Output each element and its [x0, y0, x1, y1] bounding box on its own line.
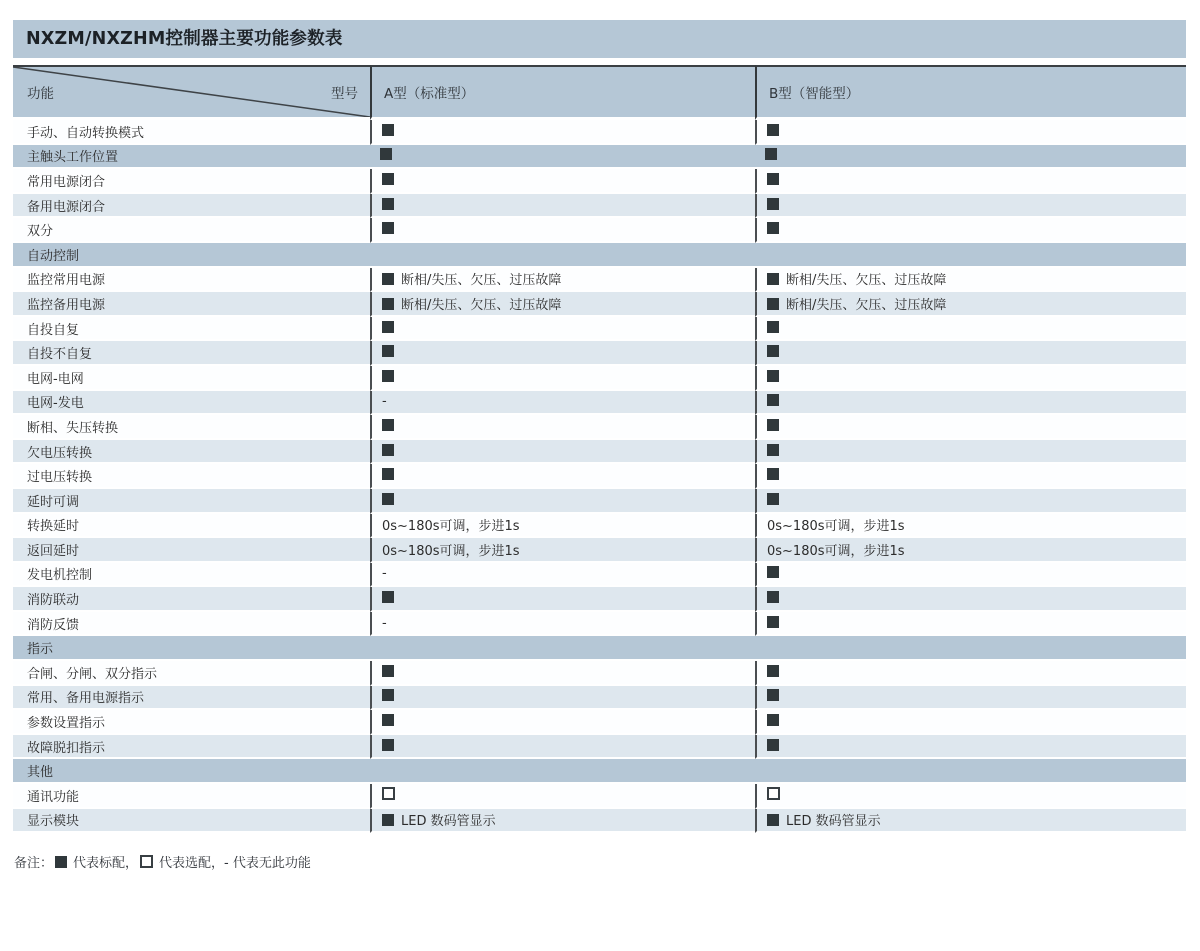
filled-square-icon	[767, 468, 779, 480]
section-label: 自动控制	[13, 243, 1186, 268]
row-label: 参数设置指示	[13, 710, 370, 735]
value-cell-a	[370, 784, 755, 809]
value-cell-a	[370, 661, 755, 686]
value-text: 断相/失压、欠压、过压故障	[786, 273, 947, 289]
filled-square-icon	[380, 148, 392, 160]
filled-square-icon	[767, 321, 779, 333]
empty-square-icon	[382, 787, 395, 800]
filled-square-icon	[382, 298, 394, 310]
table-row	[13, 538, 1186, 563]
table-row	[13, 415, 1186, 440]
filled-square-icon	[767, 814, 779, 826]
filled-square-icon	[767, 444, 779, 456]
value-cell-a	[370, 464, 755, 489]
row-label: 电网-发电	[13, 391, 370, 416]
filled-square-icon	[767, 493, 779, 505]
table-body	[13, 120, 1186, 833]
row-label: 自投自复	[13, 317, 370, 342]
header-row	[13, 65, 1186, 120]
diagonal-line	[13, 67, 370, 117]
section-row	[13, 243, 1186, 268]
filled-square-icon	[382, 468, 394, 480]
filled-square-icon	[382, 345, 394, 357]
table-row	[13, 366, 1186, 391]
value-text: 0s~180s可调，步进1s	[382, 543, 520, 559]
table-row	[13, 194, 1186, 219]
filled-square-icon	[382, 124, 394, 136]
filled-square-icon	[765, 148, 777, 160]
value-text: LED 数码管显示	[786, 814, 881, 830]
filled-square-icon	[382, 321, 394, 333]
value-text: 断相/失压、欠压、过压故障	[786, 297, 947, 313]
empty-square-icon	[767, 787, 780, 800]
footnote-text: 代表标配，	[73, 856, 139, 872]
filled-square-icon	[767, 591, 779, 603]
filled-square-icon	[767, 394, 779, 406]
header-model-label: 型号	[331, 86, 358, 102]
table-row	[13, 809, 1186, 834]
value-cell-a	[370, 317, 755, 342]
value-cell-a	[370, 120, 755, 145]
row-label: 延时可调	[13, 489, 370, 514]
value-cell-b	[755, 341, 1186, 366]
value-cell-b	[755, 366, 1186, 391]
table-row	[13, 784, 1186, 809]
filled-square-icon	[382, 370, 394, 382]
value-cell-a	[370, 686, 755, 711]
table-row	[13, 661, 1186, 686]
filled-square-icon	[382, 222, 394, 234]
row-label: 消防联动	[13, 587, 370, 612]
value-cell-a	[370, 514, 755, 539]
table-row	[13, 391, 1186, 416]
table-row	[13, 563, 1186, 588]
table-row	[13, 268, 1186, 293]
row-label: 双分	[13, 218, 370, 243]
page-title: NXZM/NXZHM控制器主要功能参数表	[13, 20, 1186, 58]
row-label: 转换延时	[13, 514, 370, 539]
table-row	[13, 218, 1186, 243]
value-text: 断相/失压、欠压、过压故障	[401, 297, 562, 313]
section-label: 其他	[13, 759, 1186, 784]
value-cell-b	[755, 661, 1186, 686]
filled-square-icon	[767, 714, 779, 726]
table-row	[13, 292, 1186, 317]
value-cell-b	[755, 514, 1186, 539]
footnote-text: 代表选配，	[159, 856, 225, 872]
dash-mark: -	[382, 566, 387, 582]
value-cell-a	[370, 169, 755, 194]
value-cell-a	[370, 612, 755, 637]
filled-square-icon	[382, 444, 394, 456]
table-row	[13, 341, 1186, 366]
row-label: 返回延时	[13, 538, 370, 563]
table-row	[13, 120, 1186, 145]
filled-square-icon	[767, 566, 779, 578]
header-col-a: A型（标准型）	[370, 65, 755, 120]
value-text: 0s~180s可调，步进1s	[382, 519, 520, 535]
table-row	[13, 440, 1186, 465]
value-cell-a	[370, 268, 755, 293]
filled-square-icon	[382, 665, 394, 677]
row-label: 备用电源闭合	[13, 194, 370, 219]
row-label: 常用、备用电源指示	[13, 686, 370, 711]
value-cell-a	[370, 341, 755, 366]
row-label: 主触头工作位置	[13, 145, 370, 170]
dash-mark: -	[382, 394, 387, 410]
empty-square-icon	[140, 855, 153, 868]
value-cell-b	[755, 292, 1186, 317]
filled-square-icon	[767, 419, 779, 431]
footnote-text: - 代表无此功能	[224, 856, 311, 872]
value-cell-a	[370, 809, 755, 834]
value-cell-b	[755, 710, 1186, 735]
value-cell-b	[755, 489, 1186, 514]
value-cell-b	[755, 735, 1186, 760]
filled-square-icon	[767, 616, 779, 628]
table-row	[13, 169, 1186, 194]
value-text: 0s~180s可调，步进1s	[767, 519, 905, 535]
value-cell-b	[755, 686, 1186, 711]
value-cell-b	[755, 464, 1186, 489]
row-label: 电网-电网	[13, 366, 370, 391]
row-label: 断相、失压转换	[13, 415, 370, 440]
value-cell-a	[370, 563, 755, 588]
filled-square-icon	[767, 739, 779, 751]
footnote	[14, 852, 1200, 871]
value-cell-b	[755, 317, 1186, 342]
filled-square-icon	[382, 419, 394, 431]
value-cell-a	[370, 440, 755, 465]
value-cell-a	[370, 292, 755, 317]
filled-square-icon	[382, 714, 394, 726]
value-cell-b	[755, 194, 1186, 219]
table-row	[13, 514, 1186, 539]
row-label: 消防反馈	[13, 612, 370, 637]
row-label: 合闸、分闸、双分指示	[13, 661, 370, 686]
header-function-label: 功能	[27, 86, 54, 102]
table-row	[13, 735, 1186, 760]
row-label: 通讯功能	[13, 784, 370, 809]
value-cell-a	[370, 489, 755, 514]
value-text: 断相/失压、欠压、过压故障	[401, 273, 562, 289]
value-cell-b	[755, 612, 1186, 637]
filled-square-icon	[382, 591, 394, 603]
section-row	[13, 636, 1186, 661]
filled-square-icon	[767, 345, 779, 357]
row-label: 手动、自动转换模式	[13, 120, 370, 145]
value-cell-a	[370, 735, 755, 760]
filled-square-icon	[767, 173, 779, 185]
value-cell-a	[370, 391, 755, 416]
filled-square-icon	[382, 493, 394, 505]
value-cell-b	[755, 563, 1186, 588]
footnote-parts	[53, 856, 311, 871]
filled-square-icon	[767, 273, 779, 285]
row-label: 自投不自复	[13, 341, 370, 366]
value-cell-b	[755, 145, 1186, 170]
row-label: 监控常用电源	[13, 268, 370, 293]
value-cell-a	[370, 538, 755, 563]
value-text: 0s~180s可调，步进1s	[767, 543, 905, 559]
filled-square-icon	[767, 689, 779, 701]
header-col-b: B型（智能型）	[755, 65, 1186, 120]
row-label: 显示模块	[13, 809, 370, 834]
value-cell-a	[370, 366, 755, 391]
filled-square-icon	[382, 814, 394, 826]
footnote-label: 备注：	[14, 856, 54, 872]
row-label: 欠电压转换	[13, 440, 370, 465]
value-cell-b	[755, 120, 1186, 145]
filled-square-icon	[767, 222, 779, 234]
filled-square-icon	[382, 198, 394, 210]
table-row	[13, 587, 1186, 612]
row-label: 常用电源闭合	[13, 169, 370, 194]
section-label: 指示	[13, 636, 1186, 661]
dash-mark: -	[382, 615, 387, 631]
filled-square-icon	[382, 689, 394, 701]
value-cell-a	[370, 587, 755, 612]
filled-square-icon	[382, 173, 394, 185]
filled-square-icon	[767, 124, 779, 136]
table-row	[13, 464, 1186, 489]
spec-table	[13, 65, 1186, 833]
value-cell-b	[755, 440, 1186, 465]
table-row	[13, 612, 1186, 637]
table-row	[13, 317, 1186, 342]
value-text: LED 数码管显示	[401, 814, 496, 830]
value-cell-b	[755, 391, 1186, 416]
row-label: 监控备用电源	[13, 292, 370, 317]
value-cell-b	[755, 169, 1186, 194]
row-label: 过电压转换	[13, 464, 370, 489]
table-row	[13, 710, 1186, 735]
header-corner-cell	[13, 65, 370, 120]
value-cell-a	[370, 415, 755, 440]
value-cell-b	[755, 415, 1186, 440]
row-label: 故障脱扣指示	[13, 735, 370, 760]
value-cell-a	[370, 710, 755, 735]
filled-square-icon	[767, 198, 779, 210]
row-label: 发电机控制	[13, 563, 370, 588]
value-cell-a	[370, 218, 755, 243]
value-cell-b	[755, 268, 1186, 293]
filled-square-icon	[382, 739, 394, 751]
value-cell-b	[755, 218, 1186, 243]
filled-square-icon	[382, 273, 394, 285]
value-cell-b	[755, 587, 1186, 612]
filled-square-icon	[767, 298, 779, 310]
value-cell-a	[370, 194, 755, 219]
filled-square-icon	[767, 370, 779, 382]
value-cell-b	[755, 538, 1186, 563]
value-cell-b	[755, 809, 1186, 834]
filled-square-icon	[55, 856, 67, 868]
section-row	[13, 759, 1186, 784]
table-row	[13, 686, 1186, 711]
table-row	[13, 489, 1186, 514]
value-cell-a	[370, 145, 755, 170]
filled-square-icon	[767, 665, 779, 677]
table-row	[13, 145, 1186, 170]
value-cell-b	[755, 784, 1186, 809]
